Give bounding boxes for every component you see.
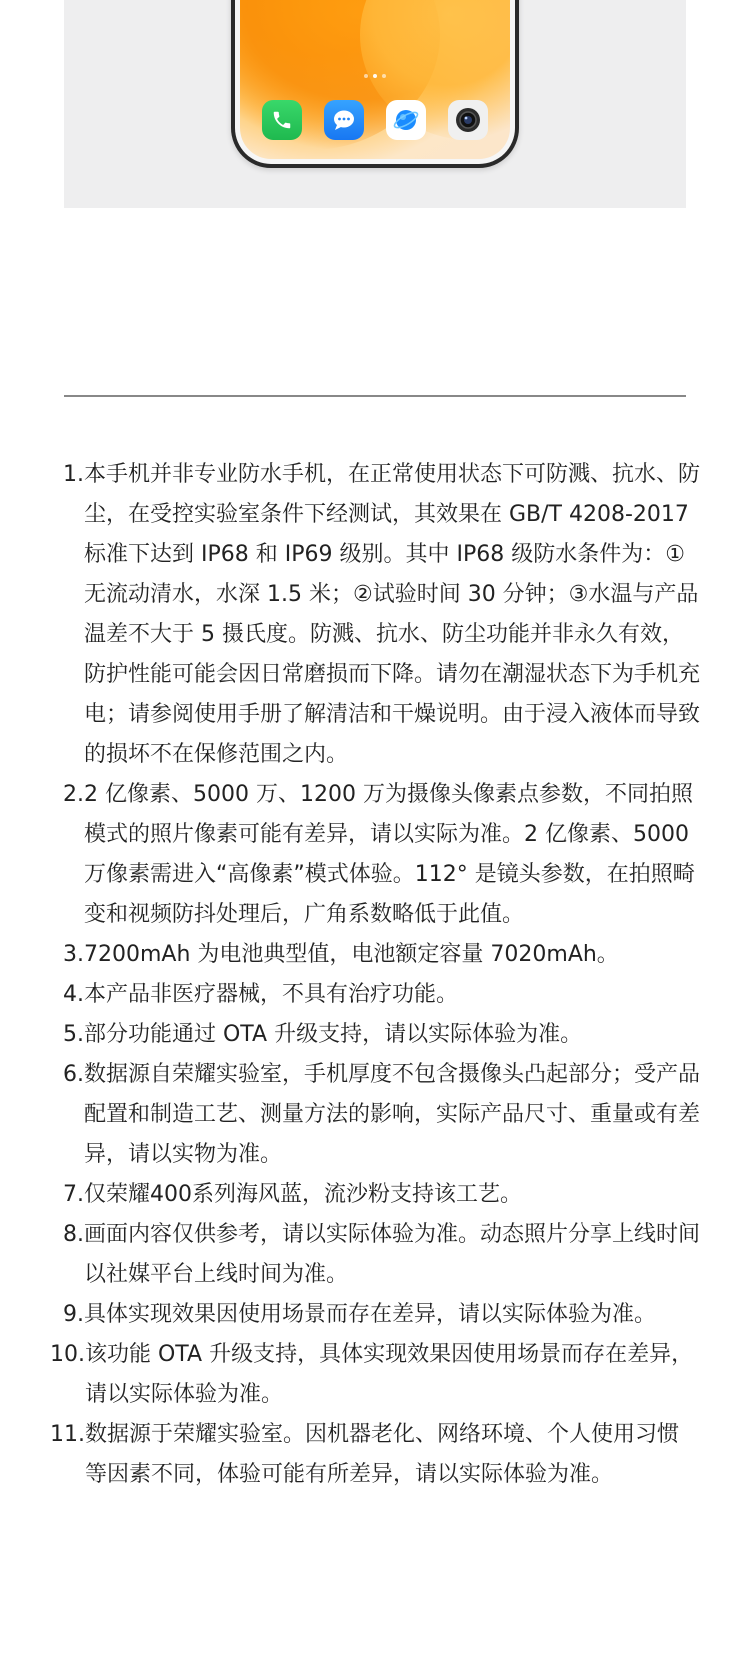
- footnote-number: 11.: [50, 1422, 85, 1447]
- page-indicator: [364, 74, 386, 78]
- page-dot: [364, 74, 368, 78]
- footnote-text: 2 亿像素、5000 万、1200 万为摄像头像素点参数，不同拍照模式的照片像素可能有差异，请以实际为准。2 亿像素、5000 万像素需进入“高像素”模式体验。112° 是镜头参数，在拍照畸变和视频防抖处理后，广角系数略低于此值。: [84, 782, 695, 927]
- page-dot-active: [373, 74, 377, 78]
- footnote-item: [50, 935, 700, 975]
- footnote-text: 数据源自荣耀实验室，手机厚度不包含摄像头凸起部分；受产品配置和制造工艺、测量方法的影响，实际产品尺寸、重量或有差异，请以实物为准。: [84, 1062, 701, 1167]
- footnote-text: 本产品非医疗器械，不具有治疗功能。: [84, 982, 459, 1007]
- phone-image: [231, 0, 519, 168]
- app-dock: [262, 100, 488, 140]
- footnote-text: 本手机并非专业防水手机，在正常使用状态下可防溅、抗水、防尘，在受控实验室条件下经测试，其效果在 GB/T 4208-2017 标准下达到 IP68 和 IP69 级别。其中 IP68 级防水条件为：①无流动清水，水深 1.5 米；②试验时间 30 分钟；③水温与产品温差不大于 5 摄氏度。防溅、抗水、防尘功能并非永久有效，防护性能可能会因日常磨损而下降。请勿在潮湿状态下为手机充电；请参阅使用手册了解清洁和干燥说明。由于浸入液体而导致的损坏不在保修范围之内。: [84, 462, 701, 767]
- product-banner: [64, 0, 686, 208]
- phone-screen: [240, 0, 510, 159]
- footnote-item: [50, 975, 700, 1015]
- footnote-item: [50, 1175, 700, 1215]
- phone-icon: [262, 100, 302, 140]
- footnote-text: 该功能 OTA 升级支持，具体实现效果因使用场景而存在差异，请以实际体验为准。: [85, 1342, 694, 1407]
- footnote-item: [50, 1055, 700, 1175]
- footnote-number: 6.: [63, 1062, 84, 1087]
- footnote-number: 4.: [63, 982, 84, 1007]
- footnote-item: [50, 455, 700, 775]
- footnote-item: [50, 1215, 700, 1295]
- footnote-number: 3.: [63, 942, 84, 967]
- footnote-item: [50, 1015, 700, 1055]
- footnote-number: 1.: [63, 462, 84, 487]
- footnote-item: [50, 1295, 700, 1335]
- footnote-number: 8.: [63, 1222, 84, 1247]
- browser-icon: [386, 100, 426, 140]
- footnote-text: 7200mAh 为电池典型值，电池额定容量 7020mAh。: [84, 942, 619, 967]
- footnote-item: [50, 1335, 700, 1415]
- page-dot: [382, 74, 386, 78]
- footnote-number: 5.: [63, 1022, 84, 1047]
- message-icon: [324, 100, 364, 140]
- footnote-text: 具体实现效果因使用场景而存在差异，请以实际体验为准。: [84, 1302, 657, 1327]
- footnote-number: 2.: [63, 782, 84, 807]
- footnote-text: 部分功能通过 OTA 升级支持，请以实际体验为准。: [84, 1022, 583, 1047]
- footnotes-list: [50, 455, 700, 1495]
- phone-bezel: [235, 0, 515, 164]
- footnote-number: 9.: [63, 1302, 84, 1327]
- footnote-number: 7.: [63, 1182, 84, 1207]
- footnote-number: 10.: [50, 1342, 85, 1367]
- footnote-text: 数据源于荣耀实验室。因机器老化、网络环境、个人使用习惯等因素不同，体验可能有所差异，请以实际体验为准。: [85, 1422, 680, 1487]
- section-divider: [64, 395, 686, 397]
- footnote-item: [50, 1415, 700, 1495]
- footnote-item: [50, 775, 700, 935]
- camera-icon: [448, 100, 488, 140]
- footnote-text: 仅荣耀400系列海风蓝，流沙粉支持该工艺。: [84, 1182, 522, 1207]
- footnote-text: 画面内容仅供参考，请以实际体验为准。动态照片分享上线时间以社媒平台上线时间为准。: [84, 1222, 701, 1287]
